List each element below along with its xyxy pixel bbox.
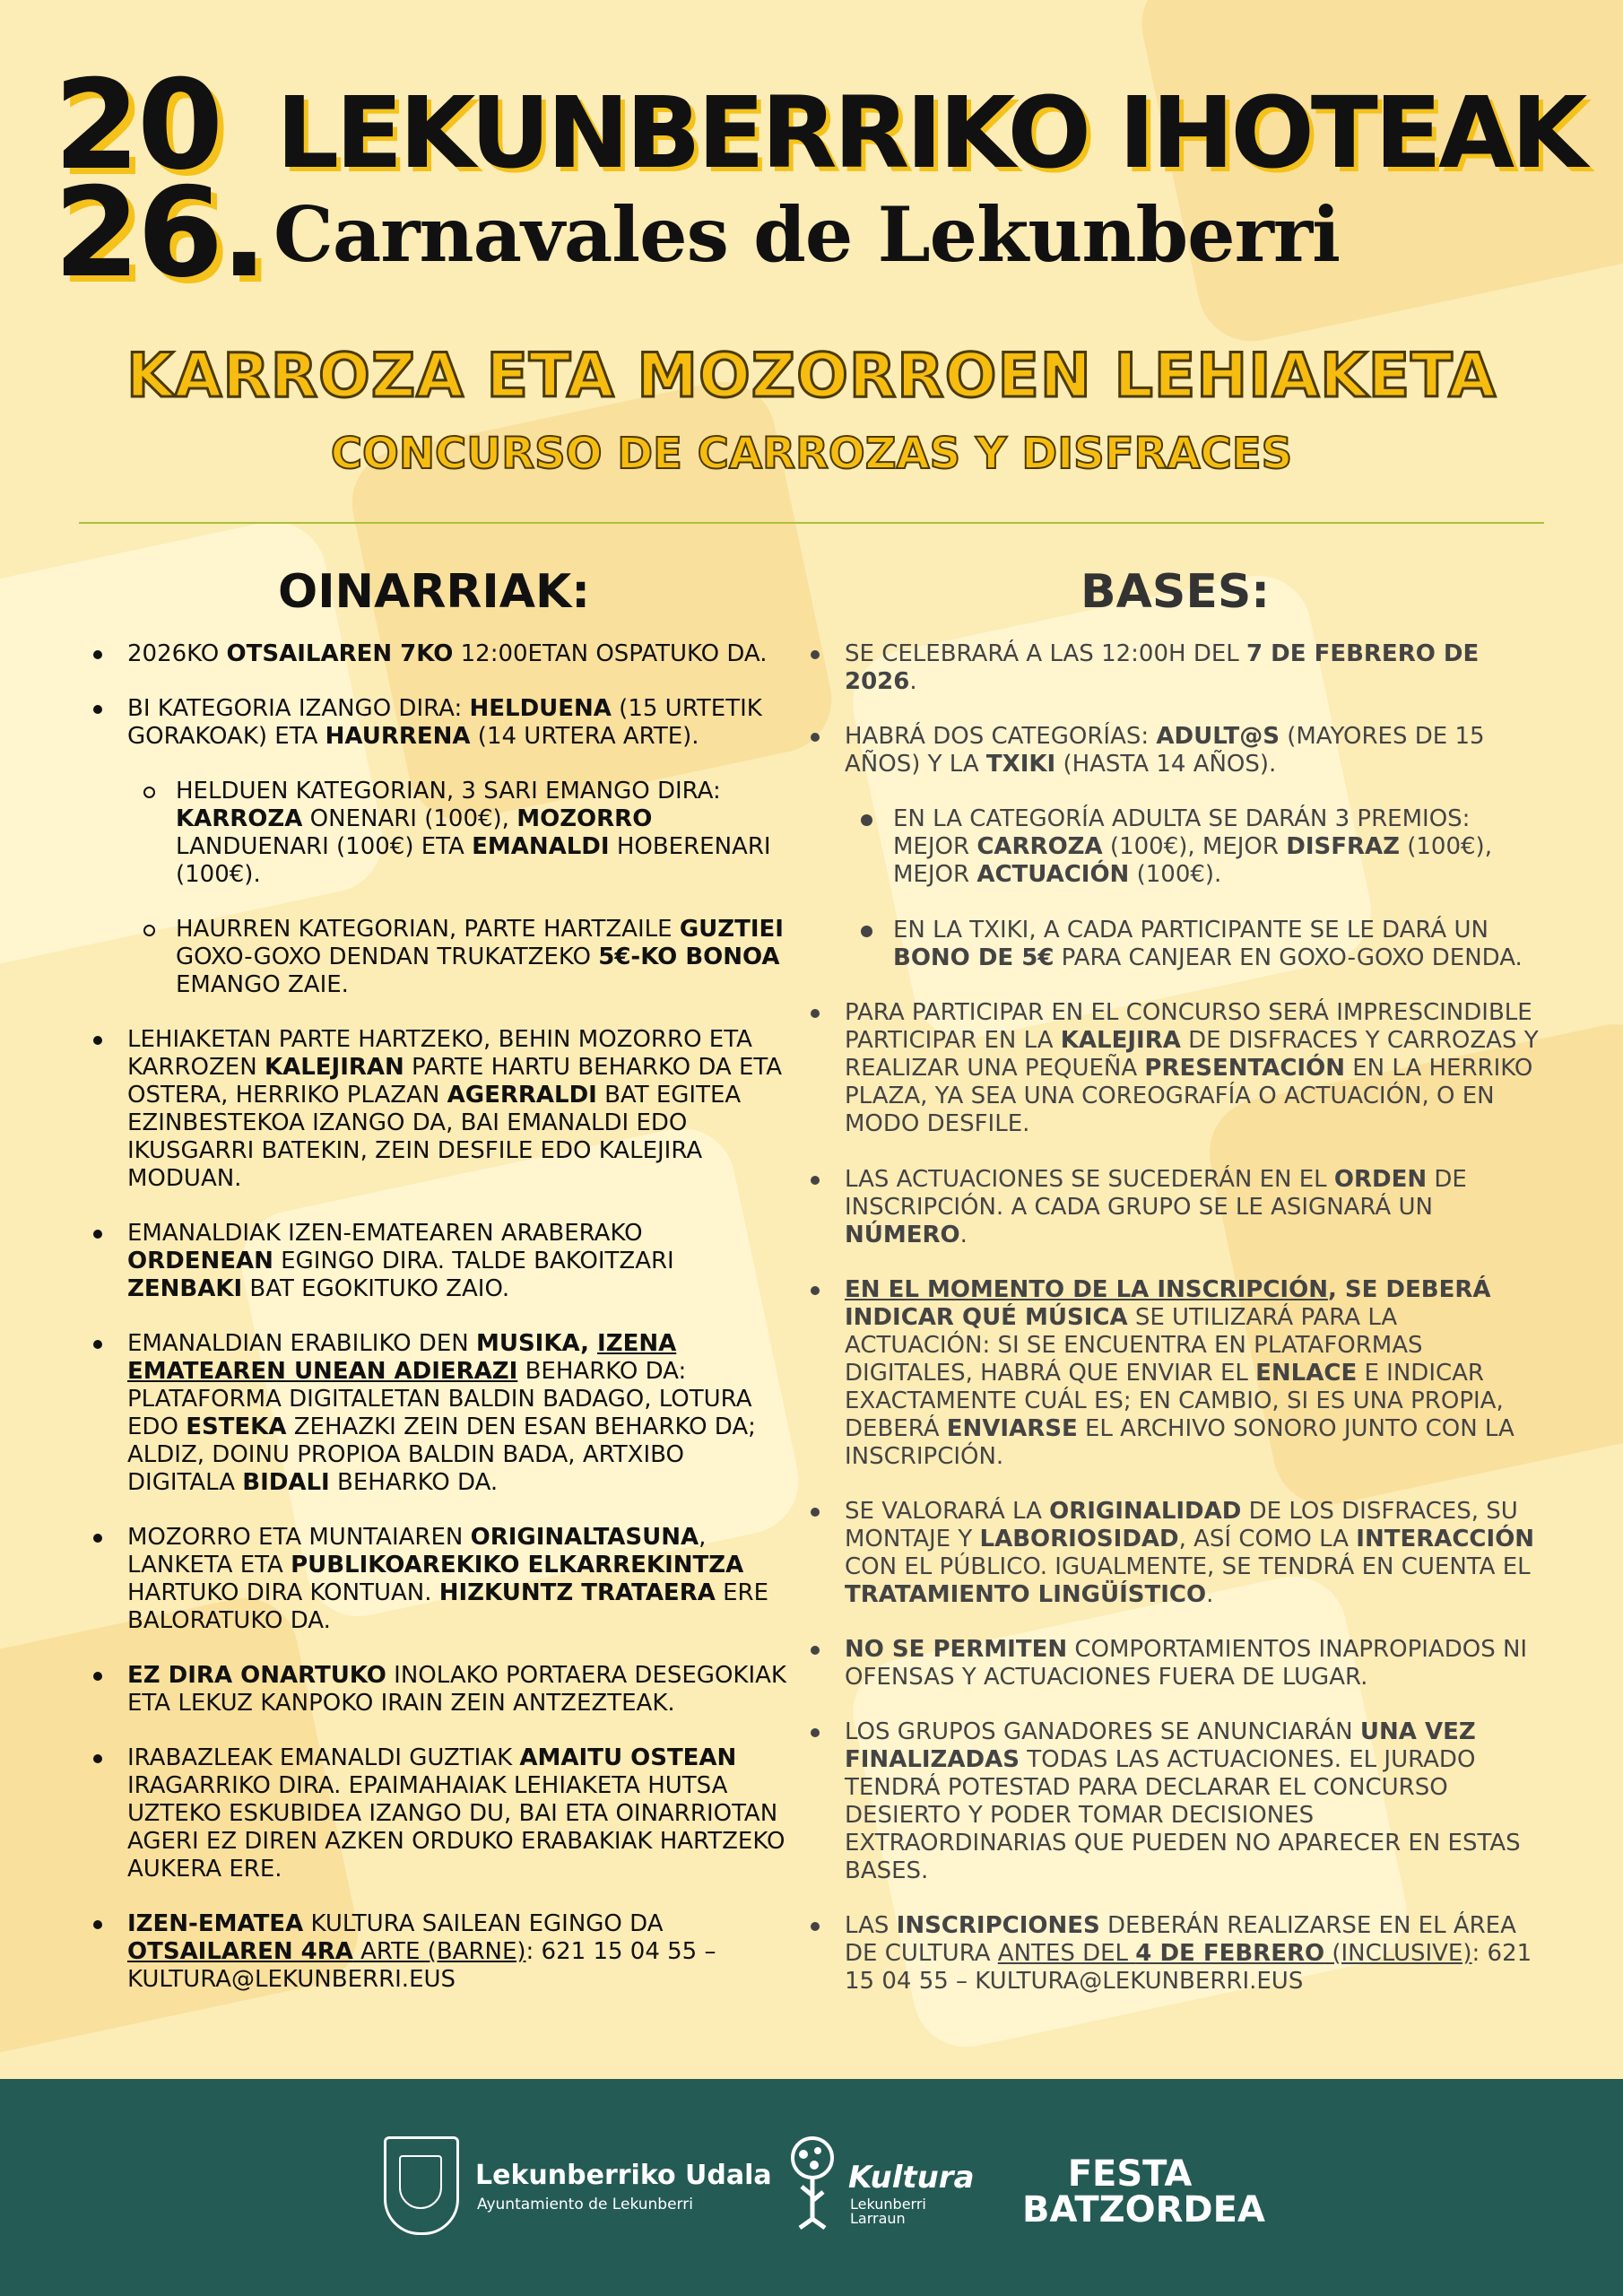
list-item-text: TRATAMIENTO LINGÜÍSTICO — [845, 1581, 1207, 1608]
list-item-text: DE INSCRIPCIÓN. A CADA GRUPO SE LE ASIGNARÁ UN — [845, 1166, 1467, 1221]
list-item-text: INOLAKO PORTAERA DESEGOKIAK ETA LEKUZ KANPOKO IRAIN ZEIN ANTZEZTEAK. — [127, 1662, 786, 1717]
list-item-text: DE DISFRACES Y CARROZAS Y REALIZAR UNA PEQUEÑA — [845, 1027, 1539, 1082]
kultura-logo-name: Kultura — [848, 2160, 975, 2196]
list-item-text: EMANALDIAK IZEN-EMATEAREN ARABERAKO — [127, 1220, 643, 1247]
list-item-text: BAT EGOKITUKO ZAIO. — [242, 1275, 510, 1302]
list-item — [90, 1524, 789, 1635]
list-item-text: (100€). — [1129, 861, 1222, 888]
list-item — [90, 1744, 789, 1883]
list-item — [807, 723, 1542, 778]
list-item-text: (MAYORES DE 15 AÑOS) Y LA — [845, 723, 1485, 778]
list-item-text: ORIGINALTASUNA — [470, 1524, 699, 1551]
contest-title-es: CONCURSO DE CARROZAS Y DISFRACES — [330, 429, 1293, 479]
list-item — [807, 1276, 1542, 1471]
list-item-text: COMPORTAMIENTOS INAPROPIADOS NI OFENSAS Y ACTUACIONES FUERA DE LUGAR. — [845, 1636, 1528, 1691]
list-item-text: GOXO-GOXO DENDAN TRUKATZEKO — [176, 944, 599, 970]
list-item-text: LANDUENARI (100€) ETA — [176, 833, 473, 860]
festa-batzordea-logo — [1022, 2153, 1265, 2231]
list-item-text: KALEJIRA — [1060, 1027, 1181, 1054]
list-item-text: CARROZA — [976, 833, 1103, 860]
list-item — [807, 1718, 1542, 1885]
list-item-text: : 621 15 04 55 – KULTURA@LEKUNBERRI.EUS — [127, 1938, 716, 1993]
list-item-text: HOBERENARI (100€). — [176, 833, 771, 888]
list-item-text: INSCRIPCIONES — [896, 1912, 1100, 1939]
festa-logo-line-2: BATZORDEA — [1022, 2189, 1265, 2231]
divider — [79, 522, 1544, 524]
list-item-text: PARTE HARTU BEHARKO DA ETA OSTERA, HERRIKO PLAZAN — [127, 1054, 783, 1109]
list-item — [90, 1220, 789, 1303]
list-item-text: E INDICAR EXACTAMENTE CUÁL ES; EN CAMBIO, SI ES UNA PROPIA, DEBERÁ — [845, 1360, 1504, 1442]
list-item-text: LAS — [845, 1912, 897, 1939]
list-item-text: ERE BALORATUKO DA. — [127, 1579, 769, 1634]
list-item-text: 12:00ETAN OSPATUKO DA. — [453, 640, 768, 667]
list-item-text: BIDALI — [242, 1469, 330, 1496]
year-top: 20 — [54, 53, 221, 197]
list-item-text: HAURREN KATEGORIAN, PARTE HARTZAILE — [176, 916, 680, 943]
list-item-text: (INCLUSIVE) — [1324, 1940, 1472, 1967]
list-item — [90, 1910, 789, 1994]
list-item — [807, 640, 1542, 696]
list-item-text: EN LA CATEGORÍA ADULTA SE DARÁN 3 PREMIOS: MEJOR — [893, 805, 1471, 860]
list-item-text: DE LOS DISFRACES, SU MONTAJE Y — [845, 1498, 1518, 1552]
list-item-text: ESTEKA — [186, 1413, 287, 1440]
list-item-text: AMAITU OSTEAN — [519, 1744, 737, 1771]
list-item-text: . — [959, 1222, 968, 1248]
list-item-text: HELDUEN KATEGORIAN, 3 SARI EMANGO DIRA: — [176, 778, 721, 804]
list-item-text: SE UTILIZARÁ PARA LA ACTUACIÓN: SI SE ENCUENTRA EN PLATAFORMAS DIGITALES, HABRÁ QUE ENVIAR EL — [845, 1304, 1423, 1387]
list-item-text: KALEJIRAN — [264, 1054, 404, 1081]
list-item-text: IZEN-EMATEA — [127, 1910, 304, 1937]
list-item-text: ORDENEAN — [127, 1248, 273, 1274]
list-item-text: SE VALORARÁ LA — [845, 1498, 1050, 1525]
list-item-text: SE CELEBRARÁ A LAS 12:00H DEL — [845, 640, 1247, 667]
list-item — [807, 1912, 1542, 1996]
list-item-text: HABRÁ DOS CATEGORÍAS: — [845, 723, 1157, 750]
list-item-text: BEHARKO DA. — [329, 1469, 499, 1496]
list-item-text: EN EL MOMENTO DE LA INSCRIPCIÓN — [845, 1276, 1328, 1303]
rules-list-eu — [90, 640, 789, 2021]
year — [54, 53, 265, 305]
kultura-logo-subtitle — [850, 2197, 926, 2226]
coat-of-arms-icon — [384, 2136, 459, 2235]
list-item-text: (14 URTERA ARTE). — [470, 723, 699, 750]
list-item-text: HIZKUNTZ TRATAERA — [438, 1579, 716, 1606]
list-item-text: 5€-KO BONOA — [598, 944, 780, 970]
list-item-text: PARA PARTICIPAR EN EL CONCURSO SERÁ IMPRESCINDIBLE PARTICIPAR EN LA — [845, 999, 1532, 1054]
list-item-text: EMANALDIAN ERABILIKO DEN — [127, 1330, 476, 1357]
list-item-text: BEHARKO DA: PLATAFORMA DIGITALETAN BALDIN BADAGO, LOTURA EDO — [127, 1358, 752, 1440]
list-item — [90, 916, 789, 999]
list-item-text: IZENA EMATEAREN UNEAN ADIERAZI — [127, 1330, 677, 1385]
festa-logo-line-1: FESTA — [1067, 2153, 1193, 2195]
list-item-text: ORIGINALIDAD — [1049, 1498, 1242, 1525]
list-item-text: OTSAILAREN 4RA — [127, 1938, 353, 1965]
list-item-text: ZEHAZKI ZEIN DEN ESAN BEHARKO DA; ALDIZ, DOINU PROPIOA BALDIN BADA, ARTXIBO DIGITALA — [127, 1413, 756, 1496]
list-item-text: IRABAZLEAK EMANALDI GUZTIAK — [127, 1744, 520, 1771]
list-item-text: EL ARCHIVO SONORO JUNTO CON LA INSCRIPCIÓN. — [845, 1415, 1515, 1470]
list-item-text: ADULT@S — [1156, 723, 1280, 750]
list-item-text: DEBERÁN REALIZARSE EN EL ÁREA DE CULTURA — [845, 1912, 1516, 1967]
udala-logo-name: Lekunberriko Udala — [475, 2160, 772, 2191]
tree-icon — [787, 2136, 838, 2230]
udala-logo-subtitle: Ayuntamiento de Lekunberri — [477, 2196, 693, 2213]
list-item-text: MUSIKA, — [475, 1330, 598, 1357]
list-item-text: (100€), MEJOR — [1102, 833, 1287, 860]
contest-title-eu: KARROZA ETA MOZORROEN LEHIAKETA — [126, 341, 1497, 412]
list-item-text: EN LA HERRIKO PLAZA, YA SEA UNA COREOGRAFÍA O ACTUACIÓN, O EN MODO DESFILE. — [845, 1055, 1533, 1137]
list-item-text: ACTUACIÓN — [976, 861, 1130, 888]
list-item-text: INTERACCIÓN — [1356, 1526, 1535, 1552]
column-title-eu: OINARRIAK: — [278, 565, 591, 619]
list-item-text: , ASÍ COMO LA — [1178, 1526, 1357, 1552]
list-item — [807, 1498, 1542, 1609]
list-item-text: ANTES DEL — [997, 1940, 1136, 1967]
list-item-text: 7 DE FEBRERO DE 2026 — [845, 640, 1480, 695]
list-item-text: ZENBAKI — [127, 1275, 243, 1302]
list-item-text: ENVIARSE — [946, 1415, 1078, 1442]
list-item-text: , SE DEBERÁ INDICAR QUÉ MÚSICA — [845, 1276, 1491, 1331]
list-item-text: EMANGO ZAIE. — [176, 971, 349, 998]
list-item-text: . — [1206, 1581, 1214, 1608]
list-item-text: GUZTIEI — [679, 916, 784, 943]
list-item-text: LABORIOSIDAD — [979, 1526, 1179, 1552]
list-item-text: PRESENTACIÓN — [1144, 1055, 1345, 1082]
list-item-text: LEHIAKETAN PARTE HARTZEKO, BEHIN MOZORRO ETA KARROZEN — [127, 1026, 752, 1081]
list-item-text: AGERRALDI — [447, 1082, 597, 1109]
list-item — [807, 805, 1542, 889]
list-item — [807, 1636, 1542, 1692]
list-item-text: OTSAILAREN 7KO — [226, 640, 454, 667]
list-item — [90, 1662, 789, 1718]
list-item-text: TXIKI — [985, 751, 1056, 778]
list-item-text: . — [909, 668, 917, 695]
list-item-text: PARA CANJEAR EN GOXO-GOXO DENDA. — [1054, 944, 1523, 971]
list-item — [807, 999, 1542, 1138]
kultura-logo-line-1: Lekunberri — [850, 2196, 926, 2213]
kultura-logo-line-2: Larraun — [850, 2210, 906, 2227]
list-item-text: PUBLIKOAREKIKO ELKARREKINTZA — [291, 1552, 744, 1578]
list-item-text: KULTURA SAILEAN EGINGO DA — [303, 1910, 664, 1937]
list-item-text: KARROZA — [176, 805, 303, 832]
list-item-text: (15 URTETIK GORAKOAK) ETA — [127, 695, 762, 750]
list-item-text: : 621 15 04 55 – KULTURA@LEKUNBERRI.EUS — [845, 1940, 1532, 1995]
list-item — [90, 1026, 789, 1193]
list-item-text: EN LA TXIKI, A CADA PARTICIPANTE SE LE DARÁ UN — [893, 917, 1488, 944]
list-item-text: HARTUKO DIRA KONTUAN. — [127, 1579, 439, 1606]
list-item-text: EZ DIRA ONARTUKO — [127, 1662, 386, 1689]
rules-list-es — [807, 640, 1542, 2022]
list-item-text: EGINGO DIRA. TALDE BAKOITZARI — [273, 1248, 674, 1274]
list-item-text: LOS GRUPOS GANADORES SE ANUNCIARÁN — [845, 1718, 1360, 1745]
list-item-text: (HASTA 14 AÑOS). — [1055, 751, 1277, 778]
list-item-text: BI KATEGORIA IZANGO DIRA: — [127, 695, 470, 722]
page-subtitle: Carnavales de Lekunberri — [273, 190, 1341, 279]
list-item — [90, 695, 789, 751]
list-item-text: HAURRENA — [325, 723, 471, 750]
page-title: LEKUNBERRIKO IHOTEAK — [276, 75, 1584, 190]
list-item-text: ORDEN — [1333, 1166, 1428, 1193]
list-item — [90, 640, 789, 668]
list-item-text: TODAS LAS ACTUACIONES. EL JURADO TENDRÁ POTESTAD PARA DECLARAR EL CONCURSO DESIERTO Y PODER TOMAR DECISIONES EXTRAORDINARIAS QUE PUEDEN NO APARECER EN ESTAS BASES. — [845, 1746, 1521, 1884]
list-item-text: MOZORRO ETA MUNTAIAREN — [127, 1524, 471, 1551]
list-item-text: ENLACE — [1255, 1360, 1358, 1387]
list-item-text: IRAGARRIKO DIRA. EPAIMAHAIAK LEHIAKETA HUTSA UZTEKO ESKUBIDEA IZANGO DU, BAI ETA OINARRIOTAN AGERI EZ DIREN AZKEN ORDUKO ERABAKIAK HARTZEKO AUKERA ERE. — [127, 1772, 785, 1883]
year-bottom: 26. — [54, 161, 265, 305]
list-item — [90, 1330, 789, 1497]
list-item-text: BONO DE 5€ — [893, 944, 1055, 971]
poster-header — [0, 0, 1623, 502]
list-item-text: UNA VEZ FINALIZADAS — [845, 1718, 1476, 1773]
list-item-text: HELDUENA — [469, 695, 612, 722]
list-item — [807, 1166, 1542, 1249]
list-item-text: LAS ACTUACIONES SE SUCEDERÁN EN EL — [845, 1166, 1334, 1193]
list-item-text: DISFRAZ — [1286, 833, 1400, 860]
list-item-text: NO SE PERMITEN — [845, 1636, 1068, 1663]
list-item-text: CON EL PÚBLICO. IGUALMENTE, SE TENDRÁ EN CUENTA EL — [845, 1553, 1531, 1580]
list-item-text: ONENARI (100€), — [302, 805, 517, 832]
list-item — [90, 778, 789, 889]
list-item-text: 4 DE FEBRERO — [1135, 1940, 1325, 1967]
column-title-es: BASES: — [1081, 565, 1271, 619]
list-item-text: (100€), MEJOR — [893, 833, 1492, 888]
list-item-text: NÚMERO — [845, 1222, 960, 1248]
list-item-text: ARTE (BARNE) — [352, 1938, 526, 1965]
list-item-text: 2026KO — [127, 640, 227, 667]
list-item — [807, 917, 1542, 972]
list-item-text: MOZORRO — [516, 805, 653, 832]
list-item-text: BAT EGITEA EZINBESTEKOA IZANGO DA, BAI EMANALDI EDO IKUSGARRI BATEKIN, ZEIN DESFILE EDO KALEJIRA MODUAN. — [127, 1082, 742, 1192]
list-item-text: , LANKETA ETA — [127, 1524, 707, 1578]
list-item-text: EMANALDI — [472, 833, 610, 860]
